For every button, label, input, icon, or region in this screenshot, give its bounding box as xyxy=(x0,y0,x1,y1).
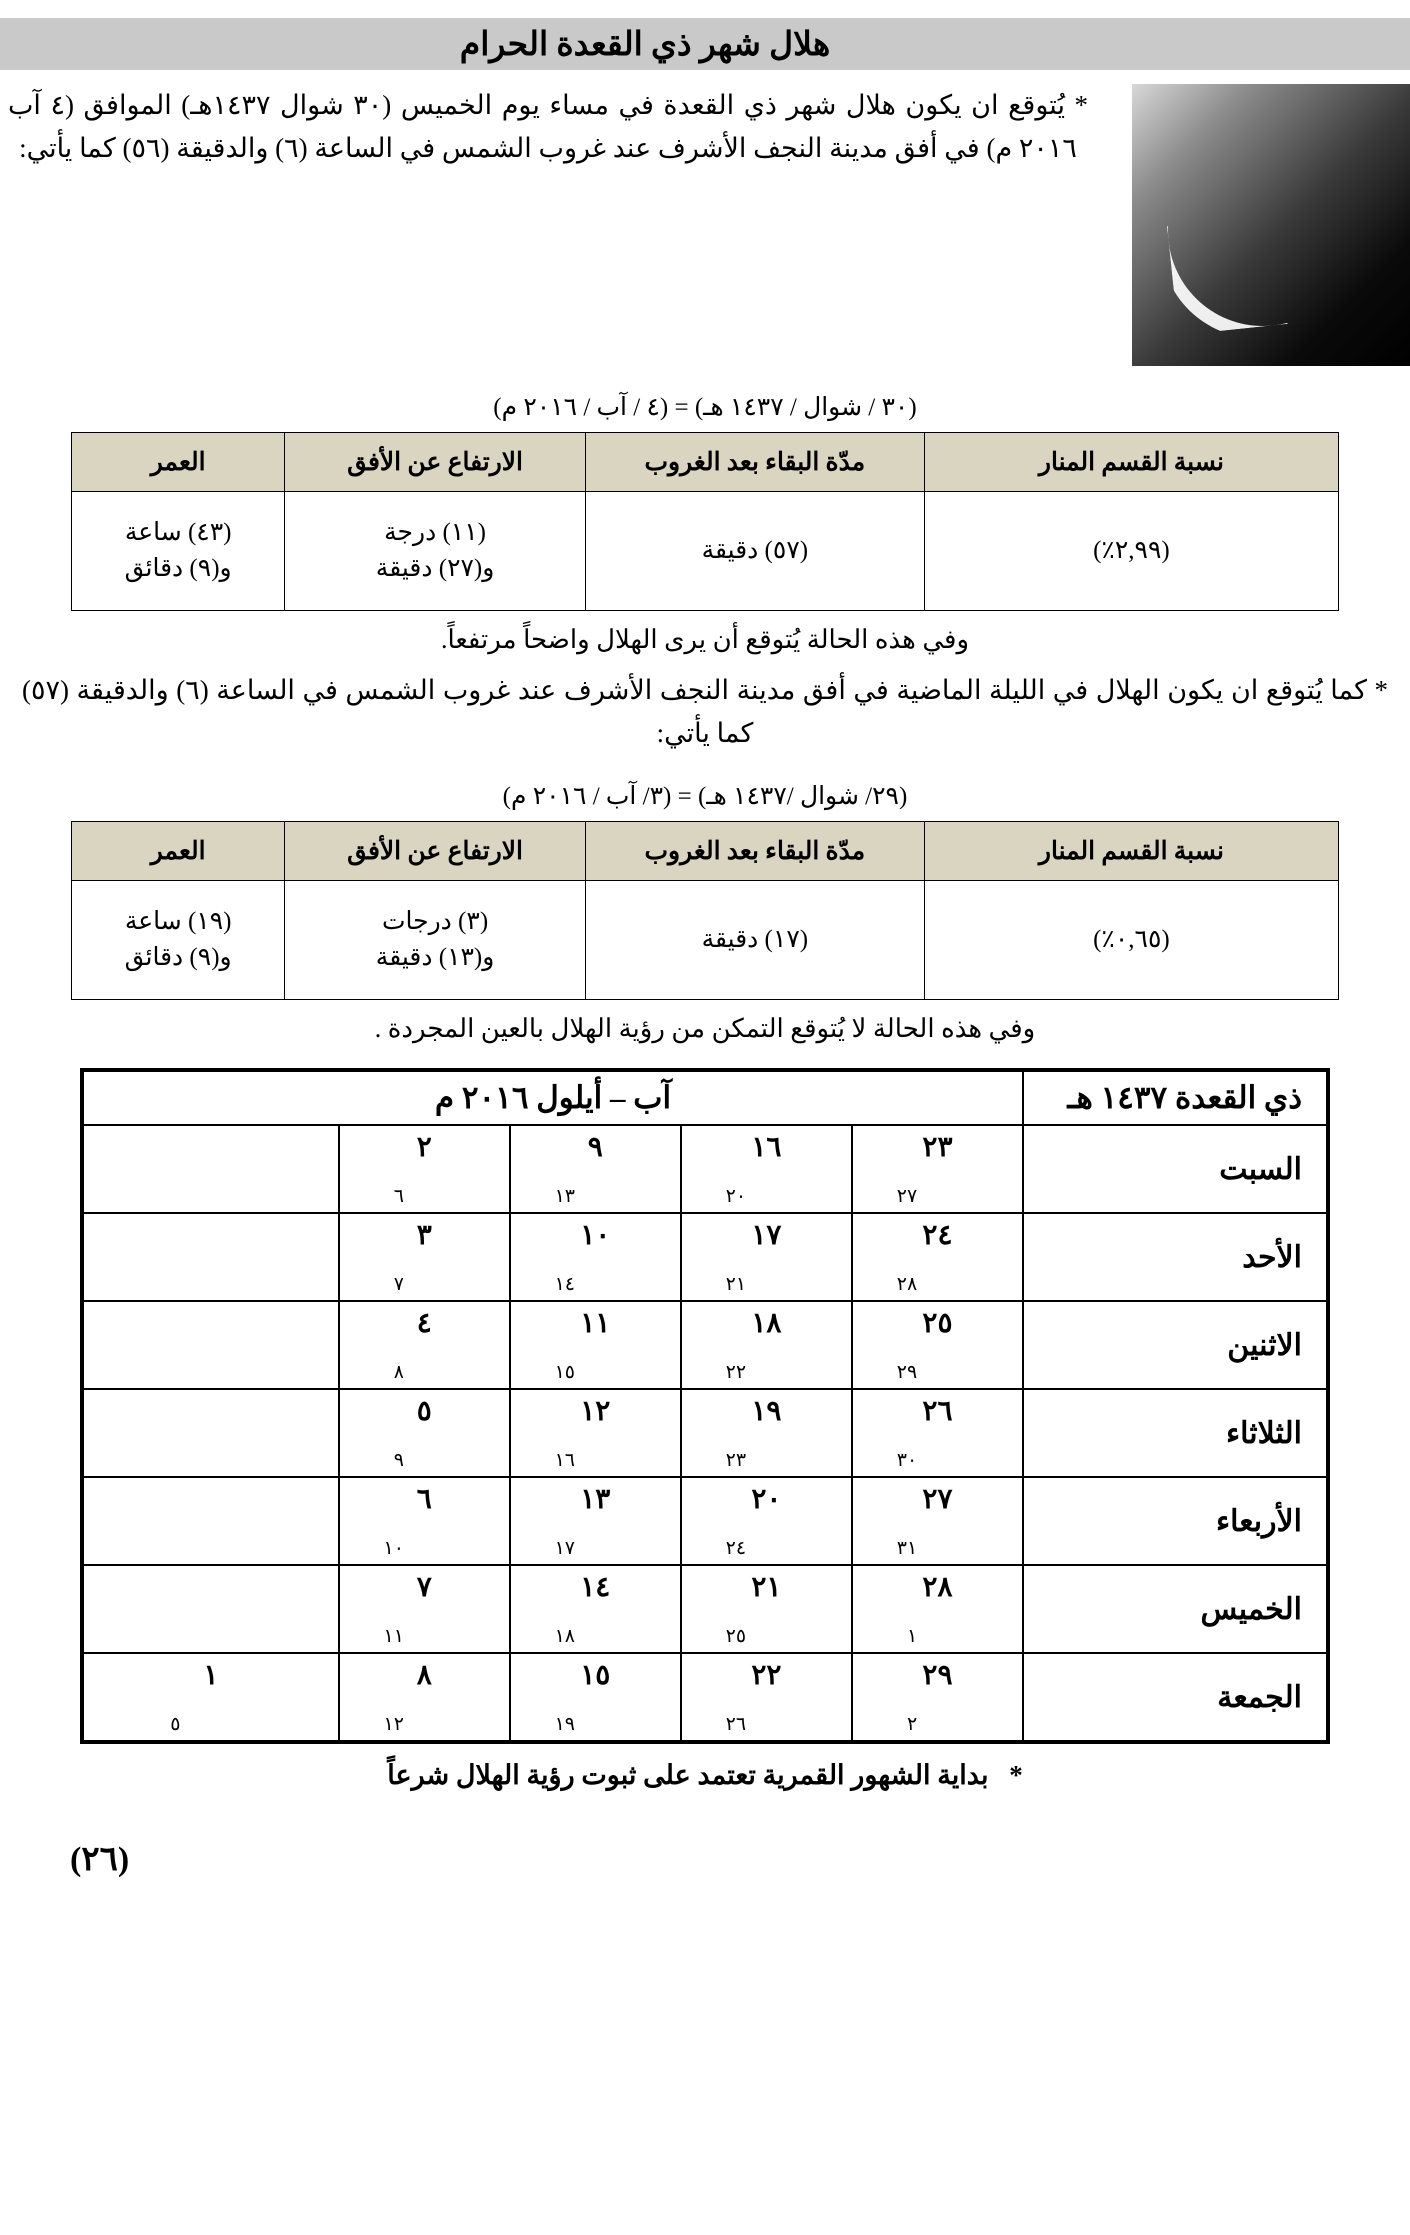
header-stay-after-sunset: مدّة البقاء بعد الغروب xyxy=(585,433,924,492)
gregorian-date: ١٩ xyxy=(554,1714,576,1736)
header-stay-after-sunset: مدّة البقاء بعد الغروب xyxy=(585,822,924,881)
calendar-section xyxy=(80,1068,1330,1744)
footer-note-row xyxy=(0,1760,1410,1791)
calendar-date-cell xyxy=(339,1653,510,1742)
value-age-hours: (١٩) ساعة xyxy=(124,908,232,936)
crescent-moon-image xyxy=(1132,84,1410,366)
header-altitude: الارتفاع عن الأفق xyxy=(285,822,586,881)
gregorian-date: ٣١ xyxy=(896,1538,918,1560)
table-header-row xyxy=(72,822,1339,881)
hijri-date: ١١ xyxy=(580,1308,611,1340)
header-age: العمر xyxy=(72,433,285,492)
gregorian-date: ٢٠ xyxy=(725,1186,747,1208)
hijri-date: ١٣ xyxy=(580,1484,611,1516)
calendar-date-cell xyxy=(82,1565,339,1653)
hijri-date: ٦ xyxy=(416,1484,432,1516)
calendar-date-cell xyxy=(339,1389,510,1477)
value-altitude xyxy=(285,492,586,611)
intro-section xyxy=(0,84,1410,366)
value-illumination: (٢,٩٩٪) xyxy=(924,492,1338,611)
calendar-date-cell xyxy=(852,1213,1023,1301)
value-altitude xyxy=(285,881,586,1000)
value-age xyxy=(72,881,285,1000)
block2-note: وفي هذه الحالة لا يُتوقع التمكن من رؤية الهلال بالعين المجردة . xyxy=(374,1014,1036,1044)
calendar-hijri-month: ذي القعدة ١٤٣٧ هـ xyxy=(1023,1070,1328,1125)
gregorian-date: ١٢ xyxy=(383,1714,404,1736)
table-row xyxy=(72,881,1339,1000)
calendar-week-row xyxy=(82,1389,1328,1477)
calendar-date-cell xyxy=(852,1301,1023,1389)
document-page xyxy=(0,18,1410,1905)
hijri-date: ٢٦ xyxy=(922,1396,953,1428)
calendar-date-cell xyxy=(82,1477,339,1565)
gregorian-date: ٩ xyxy=(393,1450,404,1472)
gregorian-date: ٢١ xyxy=(725,1274,747,1296)
hijri-date: ١ xyxy=(203,1660,219,1692)
calendar-header-row xyxy=(82,1070,1328,1125)
block1-table xyxy=(71,432,1339,611)
hijri-date: ١٠ xyxy=(580,1220,611,1252)
hijri-date: ٧ xyxy=(416,1572,432,1604)
hijri-date: ١٥ xyxy=(580,1660,611,1692)
hijri-date: ٢ xyxy=(416,1132,432,1164)
gregorian-date: ٨ xyxy=(393,1362,404,1384)
hijri-date: ٢٣ xyxy=(922,1132,953,1164)
gregorian-date: ٢٣ xyxy=(725,1450,747,1472)
value-altitude-minutes: و(٢٧) دقيقة xyxy=(375,555,495,582)
hijri-date: ١٩ xyxy=(751,1396,782,1428)
gregorian-date: ٢٥ xyxy=(725,1626,747,1648)
hijri-date: ٢٢ xyxy=(751,1660,782,1692)
intro-paragraph: * يُتوقع ان يكون هلال شهر ذي القعدة في مساء يوم الخميس (٣٠ شوال ١٤٣٧هـ) الموافق (٤ آب ٢٠١٦ م) في أفق مدينة النجف الأشرف عند غروب الشمس في الساعة (٦) والدقيقة (٥٦) كما يأتي: xyxy=(8,90,1089,163)
table-header-row xyxy=(72,433,1339,492)
calendar-body xyxy=(82,1125,1328,1742)
calendar-day-name: الاثنين xyxy=(1023,1301,1328,1389)
hijri-date: ١٢ xyxy=(580,1396,611,1428)
page-header-band xyxy=(0,18,1410,70)
hijri-date: ٤ xyxy=(416,1308,432,1340)
calendar-day-name: الأربعاء xyxy=(1023,1477,1328,1565)
hijri-date: ٢٩ xyxy=(922,1660,953,1692)
block2-table xyxy=(71,821,1339,1000)
hijri-date: ١٨ xyxy=(751,1308,782,1340)
gregorian-date: ١٧ xyxy=(554,1538,576,1560)
block1-note: وفي هذه الحالة يُتوقع أن يرى الهلال واضحاً مرتفعاً. xyxy=(440,625,970,654)
hijri-date: ٢٠ xyxy=(751,1484,782,1516)
calendar-date-cell xyxy=(510,1565,681,1653)
footer-star: * xyxy=(1009,1760,1023,1791)
hijri-date: ٨ xyxy=(416,1660,432,1692)
calendar-gregorian-months: آب – أيلول ٢٠١٦ م xyxy=(82,1070,1023,1125)
value-age-minutes: و(٩) دقائق xyxy=(124,944,232,972)
block1-date-equation: (٣٠ / شوال / ١٤٣٧ هـ) = (٤ / آب / ٢٠١٦ م) xyxy=(493,394,917,421)
hijri-calendar-table xyxy=(80,1068,1330,1744)
gregorian-date: ١١ xyxy=(383,1626,404,1648)
hijri-date: ١٧ xyxy=(751,1220,782,1252)
calendar-date-cell xyxy=(510,1653,681,1742)
header-illumination: نسبة القسم المنار xyxy=(924,822,1338,881)
value-age-minutes: و(٩) دقائق xyxy=(124,555,232,582)
calendar-week-row xyxy=(82,1653,1328,1742)
calendar-date-cell xyxy=(82,1653,339,1742)
calendar-date-cell xyxy=(852,1389,1023,1477)
calendar-date-cell xyxy=(681,1389,852,1477)
calendar-date-cell xyxy=(510,1301,681,1389)
gregorian-date: ٢ xyxy=(906,1714,918,1736)
calendar-date-cell xyxy=(510,1125,681,1213)
calendar-date-cell xyxy=(339,1565,510,1653)
calendar-week-row xyxy=(82,1477,1328,1565)
value-altitude-degrees: (١١) درجة xyxy=(384,518,486,546)
gregorian-date: ٢٧ xyxy=(896,1186,918,1208)
calendar-day-name: الجمعة xyxy=(1023,1653,1328,1742)
footer-note: بداية الشهور القمرية تعتمد على ثبوت رؤية الهلال شرعاً xyxy=(387,1760,989,1791)
calendar-date-cell xyxy=(681,1653,852,1742)
calendar-date-cell xyxy=(510,1477,681,1565)
calendar-date-cell xyxy=(852,1125,1023,1213)
calendar-date-cell xyxy=(339,1125,510,1213)
gregorian-date: ١٣ xyxy=(554,1186,576,1208)
hijri-date: ١٦ xyxy=(751,1132,782,1164)
gregorian-date: ٢٢ xyxy=(725,1362,747,1384)
calendar-date-cell xyxy=(681,1301,852,1389)
value-stay: (٥٧) دقيقة xyxy=(585,492,924,611)
calendar-date-cell xyxy=(82,1389,339,1477)
gregorian-date: ١٠ xyxy=(383,1538,404,1560)
calendar-date-cell xyxy=(852,1653,1023,1742)
block2-paragraph: * كما يُتوقع ان يكون الهلال في الليلة الماضية في أفق مدينة النجف الأشرف عند غروب الشمس في الساعة (٦) والدقيقة (٥٧) كما يأتي: xyxy=(22,675,1388,749)
calendar-date-cell xyxy=(681,1477,852,1565)
calendar-day-name: الثلاثاء xyxy=(1023,1389,1328,1477)
gregorian-date: ٣٠ xyxy=(896,1450,918,1472)
value-illumination: (٠,٦٥٪) xyxy=(924,881,1338,1000)
hijri-date: ٥ xyxy=(416,1396,432,1428)
hijri-date: ٢٨ xyxy=(922,1572,953,1604)
calendar-week-row xyxy=(82,1125,1328,1213)
calendar-date-cell xyxy=(82,1301,339,1389)
calendar-date-cell xyxy=(852,1565,1023,1653)
header-altitude: الارتفاع عن الأفق xyxy=(285,433,586,492)
gregorian-date: ٢٩ xyxy=(896,1362,918,1384)
value-stay: (١٧) دقيقة xyxy=(585,881,924,1000)
calendar-date-cell xyxy=(82,1213,339,1301)
hijri-date: ٢٧ xyxy=(922,1484,953,1516)
gregorian-date: ٧ xyxy=(393,1274,404,1296)
calendar-week-row xyxy=(82,1213,1328,1301)
block2-date-equation: (٢٩/ شوال /١٤٣٧ هـ) = (٣/ آب / ٢٠١٦ م) xyxy=(502,783,908,811)
gregorian-date: ٢٨ xyxy=(896,1274,918,1296)
calendar-date-cell xyxy=(681,1213,852,1301)
calendar-date-cell xyxy=(681,1565,852,1653)
hijri-date: ٩ xyxy=(587,1132,603,1164)
calendar-day-name: السبت xyxy=(1023,1125,1328,1213)
gregorian-date: ٦ xyxy=(393,1186,404,1208)
calendar-day-name: الأحد xyxy=(1023,1213,1328,1301)
gregorian-date: ٥ xyxy=(170,1714,181,1736)
hijri-date: ٣ xyxy=(416,1220,432,1252)
calendar-day-name: الخميس xyxy=(1023,1565,1328,1653)
gregorian-date: ١٨ xyxy=(554,1626,576,1648)
value-age-hours: (٤٣) ساعة xyxy=(124,518,232,546)
hijri-date: ٢٥ xyxy=(922,1308,953,1340)
hijri-date: ١٤ xyxy=(580,1572,611,1604)
calendar-date-cell xyxy=(339,1301,510,1389)
hijri-date: ٢١ xyxy=(751,1572,782,1604)
page-number: (٢٦) xyxy=(70,1841,130,1879)
header-age: العمر xyxy=(72,822,285,881)
gregorian-date: ٢٦ xyxy=(725,1714,747,1736)
gregorian-date: ١٤ xyxy=(554,1274,576,1296)
calendar-date-cell xyxy=(339,1477,510,1565)
calendar-date-cell xyxy=(82,1125,339,1213)
hijri-date: ٢٤ xyxy=(922,1220,953,1252)
header-illumination: نسبة القسم المنار xyxy=(924,433,1338,492)
calendar-date-cell xyxy=(510,1389,681,1477)
calendar-date-cell xyxy=(339,1213,510,1301)
calendar-date-cell xyxy=(510,1213,681,1301)
value-altitude-minutes: و(١٣) دقيقة xyxy=(375,944,495,972)
gregorian-date: ١ xyxy=(906,1626,918,1648)
calendar-week-row xyxy=(82,1301,1328,1389)
calendar-date-cell xyxy=(852,1477,1023,1565)
page-title: هلال شهر ذي القعدة الحرام xyxy=(459,27,831,63)
value-altitude-degrees: (٣) درجات xyxy=(381,908,489,936)
gregorian-date: ٢٤ xyxy=(725,1538,747,1560)
calendar-date-cell xyxy=(681,1125,852,1213)
table-row xyxy=(72,492,1339,611)
calendar-week-row xyxy=(82,1565,1328,1653)
gregorian-date: ١٦ xyxy=(554,1450,576,1472)
gregorian-date: ١٥ xyxy=(554,1362,576,1384)
value-age xyxy=(72,492,285,611)
